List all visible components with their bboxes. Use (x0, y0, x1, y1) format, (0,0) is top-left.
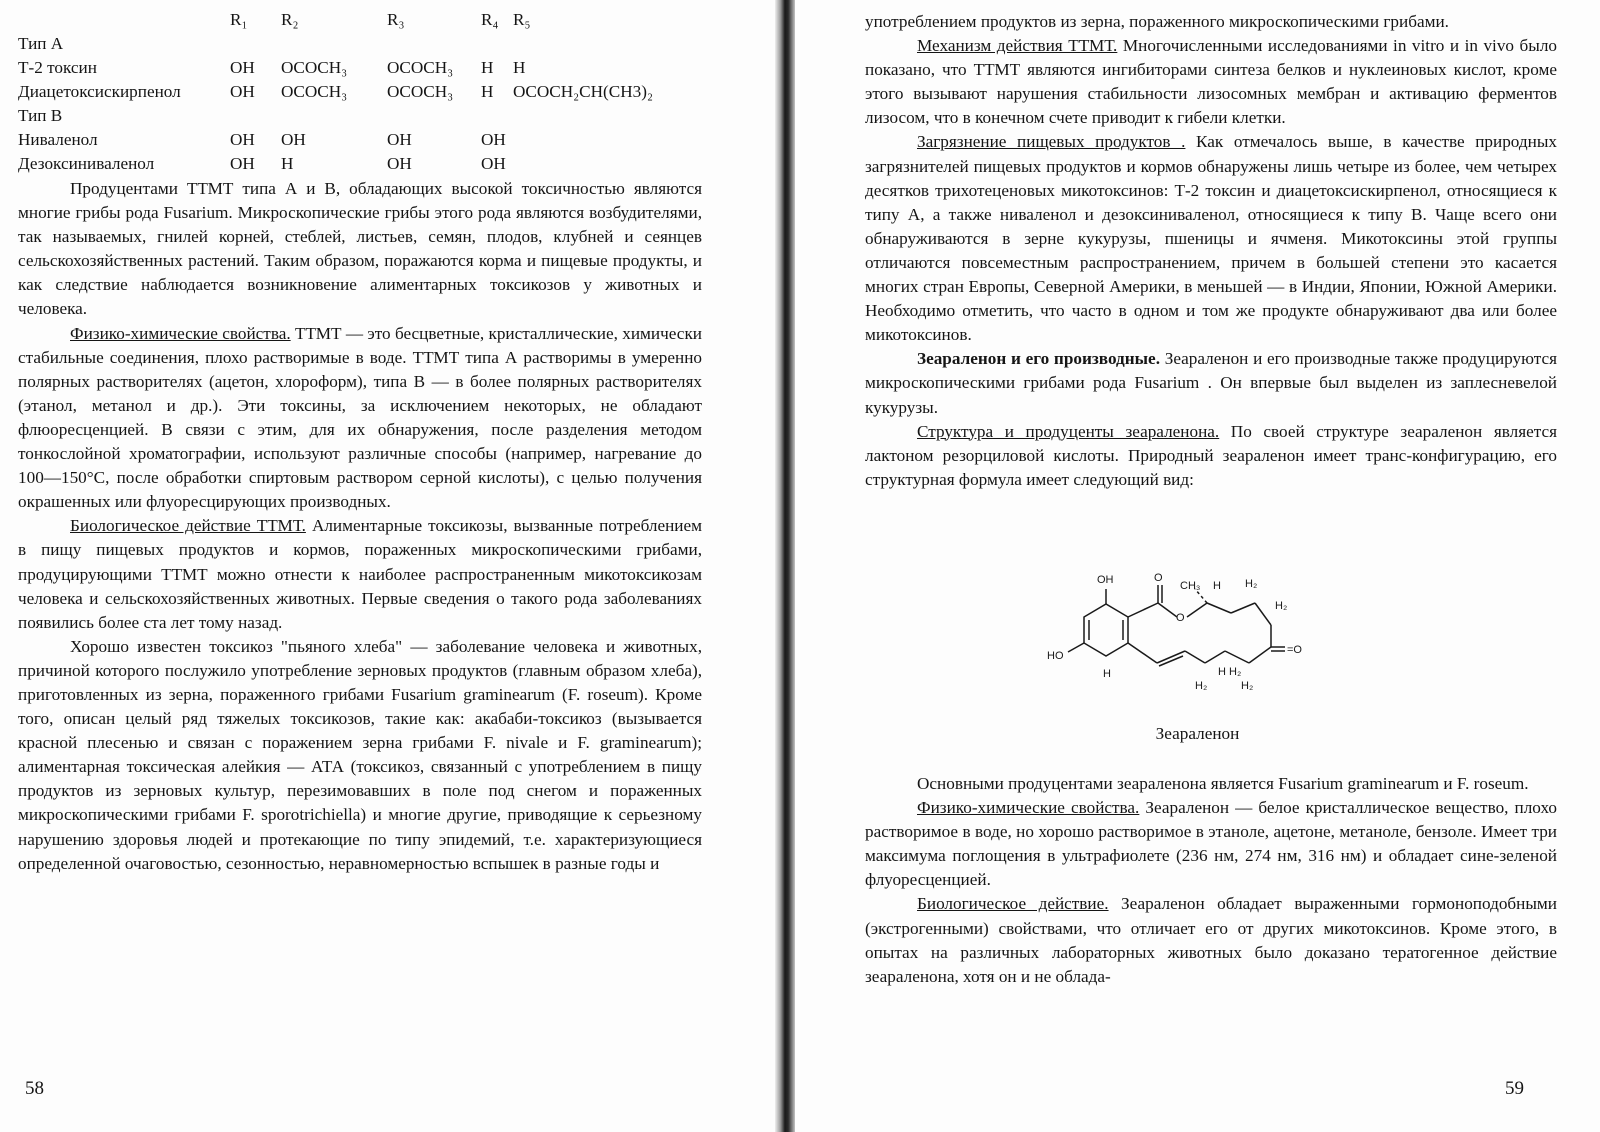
cell-r1: OH (230, 130, 255, 149)
header-r2: R₂ (281, 10, 299, 29)
cell-r2: OCOCH₃ (281, 82, 348, 101)
right-body-text-lower (865, 772, 1557, 989)
paragraph-body: По своей структуре зеараленон является лактоном резорциловой кислоты. Природный зеараленон имеет транс-конфигурацию, его структурная формула имеет следующий вид: (865, 421, 1557, 489)
section-heading-bold: Зеараленон и его производные. (917, 349, 1160, 369)
page-number-right: 59 (1505, 1078, 1524, 1099)
toxin-name: Т-2 токсин (18, 58, 97, 77)
left-body-text (18, 177, 702, 876)
paragraph (865, 34, 1557, 130)
label-h2-bottom-1: H₂ (1195, 680, 1208, 692)
paragraph-body: Зеараленон и его производные также продуцируются микроскопическими грибами рода Fusarium . Он впервые был выделен из заплесневелой кукурузы. (865, 349, 1557, 417)
label-h-bottom: H (1103, 668, 1111, 680)
ester-oxygen-bond (1158, 603, 1177, 617)
page-number-left: 58 (25, 1078, 44, 1099)
paragraph-body: Многочисленными исследованиями in vitro и in vivo было показано, что ТТМТ являются ингибиторами синтеза белков и нуклеиновых кислот, кроме этого вызывают нарушения стабильности лизосомных мембран и активацию ферментов лизосом, что в конечном счете приводит к гибели клетки. (865, 36, 1557, 128)
label-ho: HO (1047, 650, 1064, 662)
paragraph-body: Алиментарные токсикозы, вызванные потреблением в пищу пищевых продуктов и кормов, пораженных микроскопическими грибами, продуцирующими ТТМТ можно отнести к наиболее распространенным микотоксикозам человека и сельскохозяйственных животных. Первые сведения о такого рода заболеваниях появились более ста лет тому назад. (18, 516, 703, 632)
ring-bond (1187, 603, 1207, 617)
cell-r1: OH (230, 58, 255, 77)
hydroxyl-bond (1068, 643, 1084, 652)
cell-r3: OH (387, 154, 412, 173)
label-h2-top: H₂ (1245, 578, 1258, 590)
section-heading: Физико-химические свойства. (70, 323, 291, 343)
paragraph (865, 420, 1557, 492)
left-page (0, 0, 783, 1132)
cell-r2: OH (281, 130, 306, 149)
label-ketone-o: =O (1287, 644, 1302, 656)
label-o-ring: O (1176, 612, 1185, 624)
right-page (795, 0, 1600, 1132)
ring-bond (1205, 651, 1225, 663)
cell-r5: OCOCH₂CH(CH3)₂ (513, 82, 653, 101)
paragraph-body: Зеараленон обладает выраженными гормоноподобными (экстрогенными) свойствами, что отличает его от других микотоксинов. Кроме этого, в опытах на различных лабораторных животных было доказано тератогенное действие зеараленона, хотя он и не облада- (865, 894, 1558, 986)
toxin-name: Ниваленол (18, 130, 98, 149)
paragraph (865, 796, 1557, 892)
cell-r2: H (281, 154, 294, 173)
right-body-text (865, 10, 1557, 492)
toxin-name: Дезоксиниваленол (18, 154, 155, 173)
label-oh-top: OH (1097, 574, 1114, 586)
paragraph: употреблением продуктов из зерна, пораженного микроскопическими грибами. (865, 12, 1449, 31)
cell-r1: OH (230, 154, 255, 173)
cell-r2: OCOCH₃ (281, 58, 348, 77)
zearalenone-structure-diagram (1035, 567, 1305, 697)
cell-r3: OH (387, 130, 412, 149)
cell-r3: OCOCH₃ (387, 58, 454, 77)
paragraph-body: Как отмечалось выше, в качестве природных загрязнителей пищевых продуктов и кормов обнаружены лишь четыре из более, чем четырех десятков трихотеценовых микотоксинов: Т-2 токсин и диацетоксискирпенол, относящиеся к типу А, а также ниваленол и дезоксиниваленол, относящиеся к типу В. Чаще всего они обнаруживаются в зерне кукурузы, пшеницы и ячменя. Микотоксины этой группы отличаются повсеместным распространением, причем в большей степени это касается многих стран Европы, Северной Америки, в меньшей — в Индии, Японии, Южной Америки. Необходимо отметить, что часто в одном и том же продукте обнаруживают два или более микотоксинов. (865, 132, 1557, 345)
group-b-label: Тип В (18, 106, 63, 125)
section-heading: Физико-химические свойства. (917, 798, 1140, 818)
figure-caption: Зеараленон (1155, 724, 1240, 743)
header-r3: R₃ (387, 10, 405, 29)
header-r1: R₁ (230, 10, 248, 29)
label-h2-right: H₂ (1275, 600, 1288, 612)
label-o-carbonyl: O (1154, 572, 1163, 584)
cell-r4: OH (481, 154, 506, 173)
label-ch3: CH₃ (1180, 580, 1201, 592)
benzene-ring (1084, 604, 1128, 656)
section-heading: Биологическое действие. (917, 894, 1109, 914)
paragraph-body: ТТМТ — это бесцветные, кристаллические, химически стабильные соединения, плохо растворимые в воде. ТТМТ типа А растворимы в умеренно полярных растворителях (ацетон, хлороформ), типа В — в более полярных растворителях (этанол, метанол и др.). Эти токсины, за исключением некоторых, не обладают флюоресценцией. В связи с этим, для их обнаружения, после разделения методом тонкослойной хроматографии, используют различные способы (например, нагревание до 100—150°С, после обработки спиртовым раствором серной кислоты), с целью получения окрашенных или флуоресцирующих производных. (18, 323, 702, 512)
cell-r1: OH (230, 82, 255, 101)
paragraph: Основными продуцентами зеараленона является Fusarium graminearum и F. roseum. (917, 774, 1529, 793)
cell-r4: H (481, 82, 494, 101)
paragraph: Продуцентами ТТМТ типа А и В, обладающих высокой токсичностью являются многие грибы рода Fusarium. Микроскопические грибы этого рода являются возбудителями, так называемых, гнилей корней, стеблей, листьев, семян, плодов, клубней и сеянцев сельскохозяйственных растений. Таким образом, поражаются корма и пищевые продукты, и как следствие наблюдается возникновение алиментарных токсикозов у животных и человека. (18, 179, 702, 319)
toxin-name: Диацетоксискирпенол (18, 82, 181, 101)
section-heading: Структура и продуценты зеараленона. (917, 421, 1220, 441)
ring-bond (1185, 651, 1205, 663)
section-heading: Биологическое действие ТТМТ. (70, 516, 306, 536)
ring-bond (1255, 603, 1271, 625)
cell-r4: OH (481, 130, 506, 149)
cell-r5: H (513, 58, 526, 77)
paragraph: Хорошо известен токсикоз "пьяного хлеба" — заболевание человека и животных, причиной которого послужило употребление зерновых продуктов (главным образом хлеба), приготовленных из зерна, пораженного грибами Fusarium graminearum (F. roseum). Кроме того, описан целый ряд тяжелых токсикозов, такие как: акабаби-токсикоз (вызывается красной плесенью и связан с поражением зерна грибами F. nivale и F. graminearum); алиментарная токсическая алейкия — АТА (токсикоз, связанный с употреблением в пищу продуктов из зерновых культур, перезимовавших в поле под снегом и пораженных микроскопическими грибами F. sporotrichiella) и многие другие, приводящие к серьезному нарушению здоровья людей и протекающие по типу эпидемий, т.е. характеризующиеся определенной очаговостью, сезонностью, неравномерностью вспышек в разные годы и (18, 636, 702, 873)
header-r4: R₄ (481, 10, 499, 29)
ring-bond (1207, 603, 1231, 613)
label-h2-bottom-3: H₂ (1241, 680, 1254, 692)
cell-r4: H (481, 58, 494, 77)
ring-bond (1249, 647, 1271, 663)
ring-bond (1128, 643, 1157, 663)
section-heading: Загрязнение пищевых продуктов . (917, 132, 1186, 152)
paragraph (865, 892, 1557, 988)
paragraph (865, 130, 1557, 347)
ring-bond (1225, 651, 1249, 663)
paragraph (18, 514, 702, 634)
header-r5: R₅ (513, 10, 531, 29)
paragraph (18, 322, 702, 515)
ester-carbon-bond (1128, 603, 1158, 617)
paragraph-body: Зеараленон — белое кристаллическое вещество, плохо растворимое в воде, но хорошо растворимое в этаноле, ацетоне, метаноле, бензоле. Имеет три максимума поглощения в ультрафиолете (236 нм, 274 нм, 316 нм) и обладает сине-зеленой флуоресценцией. (865, 798, 1557, 890)
section-heading: Механизм действия ТТМТ. (917, 36, 1118, 56)
label-h-top: H (1213, 580, 1221, 592)
label-h2-bottom-2: H₂ (1229, 666, 1242, 678)
ring-bond (1231, 603, 1255, 613)
label-h-mid: H (1218, 666, 1226, 678)
group-a-label: Тип А (18, 34, 64, 53)
cell-r3: OCOCH₃ (387, 82, 454, 101)
paragraph (865, 347, 1557, 419)
book-spine-gutter (775, 0, 797, 1132)
